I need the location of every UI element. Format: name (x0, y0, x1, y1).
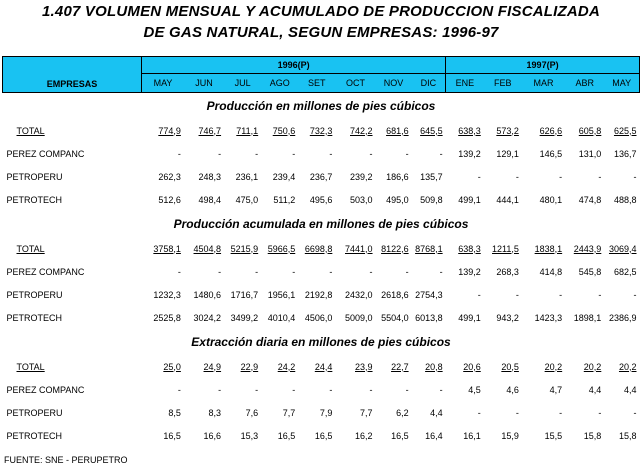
value-cell: 15,5 (544, 430, 563, 441)
value-cell: - (515, 289, 519, 300)
value-cell: 20,2 (583, 361, 602, 372)
value-cell: 4,4 (623, 384, 637, 395)
header-year-1997: 1997(P) (446, 57, 640, 74)
value-cell: 943,2 (496, 312, 519, 323)
value-cell: - (218, 384, 222, 395)
value-cell: 3758,1 (153, 243, 181, 254)
company-row (3, 306, 640, 329)
header-month-1997: ENE (446, 74, 484, 93)
value-cell: 4010,4 (267, 312, 296, 323)
value-cell: - (477, 171, 481, 182)
value-cell: 5009,0 (345, 312, 373, 323)
value-cell: 503,0 (350, 194, 373, 205)
header-month-1996: NOV (376, 74, 412, 93)
header-month-1997: ABR (565, 74, 604, 93)
value-cell: - (292, 384, 296, 395)
value-cell: 7441,0 (345, 243, 373, 254)
value-cell: 746,7 (198, 125, 222, 136)
value-cell: 626,6 (539, 125, 563, 136)
value-cell: 8,5 (168, 407, 181, 418)
row-label: PEREZ COMPANC (6, 148, 85, 159)
value-cell: 488,8 (613, 194, 637, 205)
value-cell: - (405, 384, 409, 395)
value-cell: 22,9 (240, 361, 259, 372)
row-label (3, 237, 142, 260)
value-cell: 4504,8 (193, 243, 222, 254)
row-label: PETROPERU (6, 171, 63, 182)
value-cell: 236,1 (235, 171, 259, 182)
value-cell: - (329, 384, 333, 395)
value-cell: 1211,5 (492, 243, 519, 254)
value-cell: - (177, 384, 181, 395)
value-cell: - (515, 407, 519, 418)
value-cell: 605,8 (578, 125, 602, 136)
value-cell: 499,1 (458, 312, 481, 323)
value-cell: 16,4 (425, 430, 443, 441)
value-cell: 24,2 (277, 361, 296, 372)
value-cell: 139,2 (458, 148, 481, 159)
table-title-line-2: DE GAS NATURAL, SEGUN EMPRESAS: 1996-97 (143, 24, 499, 41)
value-cell: 2192,8 (304, 289, 333, 300)
value-cell: 682,5 (613, 266, 637, 277)
table-title-line-1: 1.407 VOLUMEN MENSUAL Y ACUMULADO DE PRODUCCION FISCALIZADA (42, 3, 600, 20)
value-cell: 499,1 (458, 194, 481, 205)
value-cell: 509,8 (420, 194, 443, 205)
value-cell: 16,5 (314, 430, 333, 441)
row-label (3, 355, 142, 378)
value-cell: 3024,2 (193, 312, 222, 323)
header-year-1996: 1996(P) (142, 57, 446, 74)
value-cell: 2443,9 (573, 243, 602, 254)
value-cell: 573,2 (496, 125, 519, 136)
value-cell: - (559, 407, 563, 418)
value-cell: - (292, 148, 296, 159)
value-cell: 16,6 (203, 430, 222, 441)
value-cell: 136,7 (613, 148, 637, 159)
section-title: Producción acumulada en millones de pies cúbicos (173, 217, 469, 231)
row-label: PEREZ COMPANC (6, 384, 85, 395)
value-cell: 2618,6 (381, 289, 409, 300)
value-cell: 7,9 (319, 407, 333, 418)
value-cell: 774,9 (158, 125, 181, 136)
value-cell: 23,9 (355, 361, 373, 372)
value-cell: 1480,6 (193, 289, 222, 300)
source-note: FUENTE: SNE - PERUPETRO (4, 455, 128, 465)
value-cell: - (477, 289, 481, 300)
value-cell: 7,7 (360, 407, 373, 418)
value-cell: 16,5 (163, 430, 181, 441)
row-label: PETROTECH (6, 312, 63, 323)
value-cell: 8122,6 (381, 243, 409, 254)
header-month-1996: DIC (412, 74, 446, 93)
header-month-1997: MAY (604, 74, 639, 93)
value-cell: 1423,3 (534, 312, 563, 323)
value-cell: 131,0 (578, 148, 602, 159)
row-label: PEREZ COMPANC (6, 266, 85, 277)
row-label: PETROTECH (6, 194, 63, 205)
value-cell: 4,4 (430, 407, 443, 418)
value-cell: 20,2 (618, 361, 637, 372)
value-cell: 236,7 (309, 171, 333, 182)
value-cell: 414,8 (539, 266, 563, 277)
header-empresas: EMPRESAS (3, 57, 142, 93)
value-cell: 4,6 (506, 384, 519, 395)
section-heading-row (3, 329, 640, 355)
value-cell: 20,5 (501, 361, 519, 372)
value-cell: 1898,1 (573, 312, 602, 323)
value-cell: 7,7 (282, 407, 296, 418)
value-cell: - (633, 171, 637, 182)
value-cell: - (255, 384, 259, 395)
company-row (3, 424, 640, 447)
row-label-text: TOTAL (16, 125, 45, 136)
value-cell: 1232,3 (153, 289, 181, 300)
value-cell: 511,2 (273, 194, 296, 205)
value-cell: - (369, 266, 373, 277)
value-cell: 475,0 (235, 194, 259, 205)
value-cell: 16,5 (391, 430, 409, 441)
value-cell: 20,6 (463, 361, 481, 372)
value-cell: - (633, 289, 637, 300)
value-cell: - (439, 384, 443, 395)
value-cell: - (177, 148, 181, 159)
value-cell: - (405, 266, 409, 277)
header-month-1996: SET (298, 74, 335, 93)
gas-production-table (2, 56, 640, 447)
value-cell: - (255, 148, 259, 159)
header-row-years (3, 57, 640, 74)
header-month-1996: AGO (261, 74, 298, 93)
company-row (3, 260, 640, 283)
header-month-1996: MAY (142, 74, 184, 93)
value-cell: 1838,1 (534, 243, 563, 254)
value-cell: 8,3 (208, 407, 222, 418)
value-cell: - (559, 289, 563, 300)
value-cell: 474,8 (578, 194, 602, 205)
value-cell: - (292, 266, 296, 277)
value-cell: - (177, 266, 181, 277)
value-cell: - (218, 148, 222, 159)
value-cell: 16,2 (355, 430, 373, 441)
row-label: PETROPERU (6, 289, 63, 300)
value-cell: 24,9 (203, 361, 222, 372)
header-month-1997: FEB (484, 74, 522, 93)
value-cell: 4,7 (549, 384, 563, 395)
value-cell: 248,3 (198, 171, 222, 182)
value-cell: 239,4 (272, 171, 296, 182)
value-cell: 20,8 (425, 361, 443, 372)
value-cell: 129,1 (496, 148, 519, 159)
value-cell: 2432,0 (345, 289, 373, 300)
header-month-1996: OCT (335, 74, 375, 93)
value-cell: - (598, 407, 602, 418)
company-row (3, 283, 640, 306)
company-row (3, 401, 640, 424)
value-cell: 16,1 (463, 430, 481, 441)
value-cell: 16,5 (277, 430, 296, 441)
total-row (3, 355, 640, 378)
value-cell: 135,7 (420, 171, 443, 182)
value-cell: 495,6 (309, 194, 333, 205)
value-cell: 498,4 (198, 194, 222, 205)
value-cell: 480,1 (539, 194, 563, 205)
value-cell: 15,3 (240, 430, 259, 441)
value-cell: 681,6 (386, 125, 409, 136)
value-cell: 1956,1 (267, 289, 296, 300)
row-label-text: TOTAL (16, 243, 45, 254)
value-cell: 638,3 (458, 243, 481, 254)
value-cell: 732,3 (309, 125, 333, 136)
total-row (3, 119, 640, 142)
value-cell: 625,5 (613, 125, 637, 136)
header-month-1997: MAR (522, 74, 565, 93)
value-cell: 2754,3 (415, 289, 443, 300)
value-cell: 6698,8 (304, 243, 333, 254)
row-label: PETROTECH (6, 430, 63, 441)
value-cell: 4506,0 (304, 312, 333, 323)
value-cell: 3069,4 (608, 243, 637, 254)
value-cell: - (405, 148, 409, 159)
section-heading-row (3, 93, 640, 120)
value-cell: 22,7 (391, 361, 409, 372)
value-cell: 512,6 (158, 194, 181, 205)
value-cell: 15,9 (501, 430, 519, 441)
value-cell: 495,0 (386, 194, 409, 205)
value-cell: 750,6 (272, 125, 296, 136)
row-label-text: TOTAL (16, 361, 45, 372)
company-row (3, 142, 640, 165)
value-cell: 645,5 (420, 125, 443, 136)
value-cell: 742,2 (350, 125, 373, 136)
section-title: Extracción diaria en millones de pies cúbicos (191, 335, 451, 349)
section-heading-row (3, 211, 640, 237)
value-cell: 5504,0 (381, 312, 409, 323)
value-cell: 3499,2 (230, 312, 259, 323)
value-cell: 239,2 (350, 171, 373, 182)
value-cell: - (515, 171, 519, 182)
value-cell: 545,8 (578, 266, 602, 277)
value-cell: 15,8 (618, 430, 637, 441)
value-cell: - (369, 384, 373, 395)
company-row (3, 165, 640, 188)
header-month-1996: JUN (184, 74, 224, 93)
value-cell: - (477, 407, 481, 418)
value-cell: 6013,8 (415, 312, 443, 323)
value-cell: 2386,9 (608, 312, 637, 323)
value-cell: 4,5 (468, 384, 481, 395)
value-cell: 20,2 (544, 361, 563, 372)
value-cell: - (218, 266, 222, 277)
value-cell: 139,2 (458, 266, 481, 277)
value-cell: 6,2 (396, 407, 409, 418)
row-label: PETROPERU (6, 407, 63, 418)
row-label (3, 119, 142, 142)
value-cell: 2525,8 (153, 312, 181, 323)
value-cell: 638,3 (458, 125, 481, 136)
value-cell: 4,4 (588, 384, 602, 395)
value-cell: - (439, 266, 443, 277)
value-cell: 262,3 (158, 171, 181, 182)
value-cell: - (598, 171, 602, 182)
value-cell: 186,6 (386, 171, 409, 182)
section-title: Producción en millones de pies cúbicos (206, 99, 436, 113)
header-month-1996: JUL (224, 74, 261, 93)
value-cell: 7,6 (245, 407, 259, 418)
value-cell: - (255, 266, 259, 277)
value-cell: 5966,5 (267, 243, 296, 254)
value-cell: - (559, 171, 563, 182)
value-cell: 444,1 (496, 194, 519, 205)
company-row (3, 188, 640, 211)
value-cell: - (329, 266, 333, 277)
value-cell: - (329, 148, 333, 159)
value-cell: - (633, 407, 637, 418)
value-cell: 24,4 (314, 361, 333, 372)
value-cell: 268,3 (496, 266, 519, 277)
total-row (3, 237, 640, 260)
value-cell: 711,1 (236, 125, 259, 136)
value-cell: - (369, 148, 373, 159)
value-cell: 15,8 (583, 430, 602, 441)
value-cell: 5215,9 (230, 243, 259, 254)
value-cell: - (598, 289, 602, 300)
value-cell: 1716,7 (230, 289, 259, 300)
company-row (3, 378, 640, 401)
value-cell: 25,0 (163, 361, 181, 372)
value-cell: - (439, 148, 443, 159)
value-cell: 146,5 (539, 148, 563, 159)
value-cell: 8768,1 (415, 243, 443, 254)
